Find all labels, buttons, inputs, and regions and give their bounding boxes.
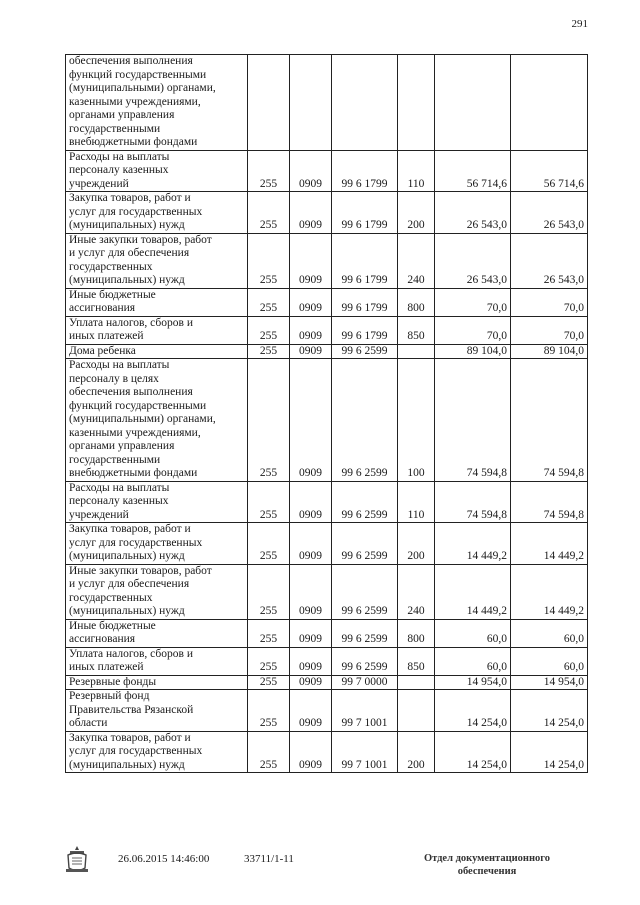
cell-gr: 255 — [248, 619, 290, 647]
table-row — [66, 675, 588, 690]
footer-department-stamp: Отдел документационного обеспечения — [423, 853, 551, 877]
cell-name: Закупка товаров, работ и услуг для государственных (муниципальных) нужд — [66, 523, 248, 565]
cell-cs: 99 6 2599 — [332, 344, 398, 359]
cell-vr — [398, 675, 435, 690]
cell-sum-total: 14 449,2 — [511, 523, 588, 565]
footer-document-code: 33711/1-11 — [244, 853, 294, 865]
cell-sum-2015: 14 449,2 — [435, 564, 511, 619]
cell-rz: 0909 — [290, 481, 332, 523]
cell-rz: 0909 — [290, 150, 332, 192]
cell-sum-2015: 74 594,8 — [435, 481, 511, 523]
cell-cs: 99 6 2599 — [332, 359, 398, 482]
cell-vr: 800 — [398, 619, 435, 647]
cell-rz: 0909 — [290, 359, 332, 482]
cell-vr — [398, 55, 435, 151]
cell-gr: 255 — [248, 192, 290, 234]
cell-cs: 99 6 2599 — [332, 619, 398, 647]
table-row — [66, 192, 588, 234]
cell-sum-total: 70,0 — [511, 288, 588, 316]
cell-sum-2015: 14 254,0 — [435, 690, 511, 732]
table-row — [66, 288, 588, 316]
cell-rz: 0909 — [290, 523, 332, 565]
cell-cs: 99 6 2599 — [332, 564, 398, 619]
cell-gr: 255 — [248, 731, 290, 773]
cell-name: Резервный фонд Правительства Рязанской области — [66, 690, 248, 732]
cell-sum-total: 14 254,0 — [511, 690, 588, 732]
cell-gr — [248, 55, 290, 151]
cell-name: Иные закупки товаров, работ и услуг для обеспечения государственных (муниципальных) нужд — [66, 233, 248, 288]
page-footer — [0, 840, 640, 900]
cell-sum-2015: 26 543,0 — [435, 233, 511, 288]
cell-vr: 110 — [398, 150, 435, 192]
cell-gr: 255 — [248, 316, 290, 344]
cell-sum-2015: 14 954,0 — [435, 675, 511, 690]
table-row — [66, 690, 588, 732]
cell-name: Иные бюджетные ассигнования — [66, 619, 248, 647]
table-row — [66, 619, 588, 647]
table-row — [66, 647, 588, 675]
cell-name: Расходы на выплаты персоналу казенных учреждений — [66, 481, 248, 523]
cell-vr: 100 — [398, 359, 435, 482]
cell-rz: 0909 — [290, 344, 332, 359]
cell-sum-total: 14 449,2 — [511, 564, 588, 619]
budget-table — [65, 54, 588, 773]
cell-sum-total: 26 543,0 — [511, 192, 588, 234]
cell-sum-2015: 74 594,8 — [435, 359, 511, 482]
table-row — [66, 150, 588, 192]
cell-vr: 850 — [398, 647, 435, 675]
cell-gr: 255 — [248, 523, 290, 565]
cell-sum-2015: 60,0 — [435, 619, 511, 647]
cell-name: Расходы на выплаты персоналу казенных учреждений — [66, 150, 248, 192]
table-row — [66, 523, 588, 565]
cell-sum-2015: 89 104,0 — [435, 344, 511, 359]
cell-sum-2015 — [435, 55, 511, 151]
cell-cs: 99 6 1799 — [332, 192, 398, 234]
cell-rz: 0909 — [290, 675, 332, 690]
cell-cs: 99 6 1799 — [332, 233, 398, 288]
cell-rz: 0909 — [290, 647, 332, 675]
cell-sum-total: 74 594,8 — [511, 359, 588, 482]
cell-gr: 255 — [248, 288, 290, 316]
cell-vr: 800 — [398, 288, 435, 316]
cell-name: Закупка товаров, работ и услуг для государственных (муниципальных) нужд — [66, 731, 248, 773]
table-row — [66, 359, 588, 482]
cell-cs: 99 6 1799 — [332, 150, 398, 192]
cell-rz: 0909 — [290, 233, 332, 288]
cell-cs — [332, 55, 398, 151]
cell-sum-total: 89 104,0 — [511, 344, 588, 359]
cell-rz: 0909 — [290, 316, 332, 344]
cell-sum-total: 14 254,0 — [511, 731, 588, 773]
crest-icon — [64, 844, 90, 874]
cell-cs: 99 6 2599 — [332, 647, 398, 675]
cell-sum-2015: 56 714,6 — [435, 150, 511, 192]
cell-vr: 200 — [398, 192, 435, 234]
cell-gr: 255 — [248, 233, 290, 288]
cell-gr: 255 — [248, 690, 290, 732]
cell-cs: 99 7 1001 — [332, 731, 398, 773]
cell-rz: 0909 — [290, 731, 332, 773]
table-row — [66, 344, 588, 359]
cell-rz: 0909 — [290, 564, 332, 619]
cell-name: Иные бюджетные ассигнования — [66, 288, 248, 316]
cell-gr: 255 — [248, 481, 290, 523]
cell-name: Дома ребенка — [66, 344, 248, 359]
cell-cs: 99 7 0000 — [332, 675, 398, 690]
cell-sum-total: 74 594,8 — [511, 481, 588, 523]
footer-timestamp: 26.06.2015 14:46:00 — [118, 853, 210, 865]
cell-sum-total: 14 954,0 — [511, 675, 588, 690]
cell-vr: 240 — [398, 233, 435, 288]
cell-vr — [398, 344, 435, 359]
cell-gr: 255 — [248, 675, 290, 690]
cell-vr: 240 — [398, 564, 435, 619]
table-row — [66, 731, 588, 773]
table-row — [66, 564, 588, 619]
cell-sum-total: 60,0 — [511, 647, 588, 675]
table-row — [66, 233, 588, 288]
cell-sum-total — [511, 55, 588, 151]
cell-gr: 255 — [248, 564, 290, 619]
table-row — [66, 316, 588, 344]
cell-rz: 0909 — [290, 690, 332, 732]
cell-vr — [398, 690, 435, 732]
cell-gr: 255 — [248, 150, 290, 192]
cell-sum-2015: 14 449,2 — [435, 523, 511, 565]
cell-sum-total: 60,0 — [511, 619, 588, 647]
cell-name: Расходы на выплаты персоналу в целях обеспечения выполнения функций государственными (муниципальными) органами, казенными учреждениями, органами управления государственными внебюджетными фондами — [66, 359, 248, 482]
cell-sum-total: 26 543,0 — [511, 233, 588, 288]
table-row — [66, 481, 588, 523]
cell-cs: 99 6 2599 — [332, 523, 398, 565]
cell-vr: 110 — [398, 481, 435, 523]
cell-sum-2015: 70,0 — [435, 316, 511, 344]
page-number: 291 — [571, 18, 588, 30]
cell-name: Уплата налогов, сборов и иных платежей — [66, 316, 248, 344]
cell-rz: 0909 — [290, 619, 332, 647]
cell-name: Иные закупки товаров, работ и услуг для обеспечения государственных (муниципальных) нужд — [66, 564, 248, 619]
cell-vr: 200 — [398, 523, 435, 565]
cell-rz: 0909 — [290, 192, 332, 234]
cell-sum-2015: 70,0 — [435, 288, 511, 316]
cell-vr: 850 — [398, 316, 435, 344]
cell-name: Уплата налогов, сборов и иных платежей — [66, 647, 248, 675]
cell-sum-total: 70,0 — [511, 316, 588, 344]
cell-gr: 255 — [248, 359, 290, 482]
cell-sum-2015: 26 543,0 — [435, 192, 511, 234]
cell-vr: 200 — [398, 731, 435, 773]
cell-cs: 99 7 1001 — [332, 690, 398, 732]
cell-name: Резервные фонды — [66, 675, 248, 690]
cell-rz — [290, 55, 332, 151]
table-row — [66, 55, 588, 151]
cell-sum-2015: 60,0 — [435, 647, 511, 675]
cell-cs: 99 6 1799 — [332, 316, 398, 344]
cell-sum-total: 56 714,6 — [511, 150, 588, 192]
cell-name: Закупка товаров, работ и услуг для государственных (муниципальных) нужд — [66, 192, 248, 234]
cell-rz: 0909 — [290, 288, 332, 316]
cell-gr: 255 — [248, 647, 290, 675]
cell-gr: 255 — [248, 344, 290, 359]
cell-name: обеспечения выполнения функций государственными (муниципальными) органами, казенными учреждениями, органами управления государственными внебюджетными фондами — [66, 55, 248, 151]
cell-sum-2015: 14 254,0 — [435, 731, 511, 773]
cell-cs: 99 6 2599 — [332, 481, 398, 523]
cell-cs: 99 6 1799 — [332, 288, 398, 316]
